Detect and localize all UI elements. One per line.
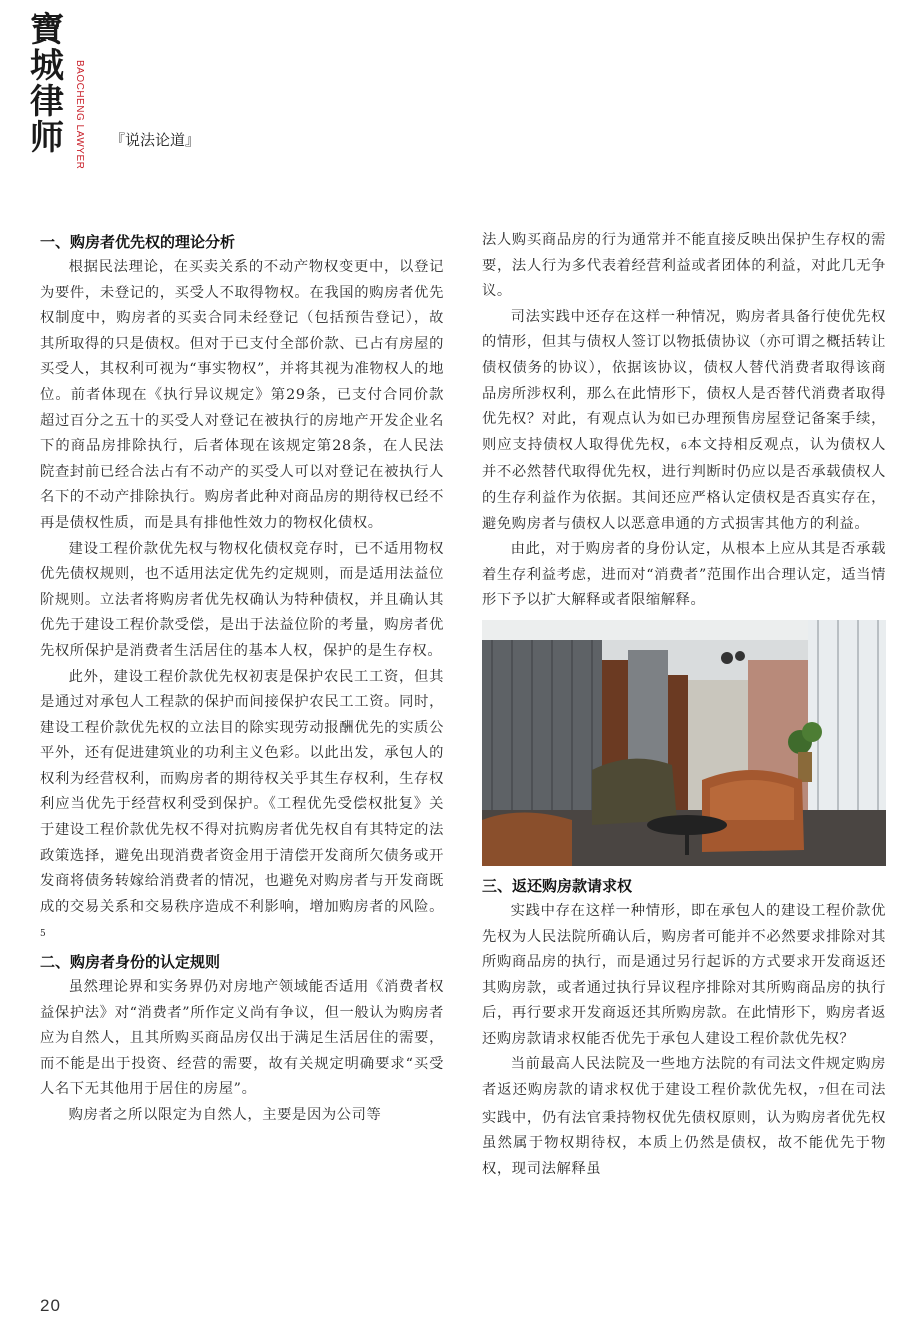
paragraph: 虽然理论界和实务界仍对房地产领域能否适用《消费者权益保护法》对“消费者”所作定义尚有争议，但一般认为购房者应为自然人，且其所购买商品房仅出于满足生活居住的需要，而不能是出于投资、经营的需要，故有关规定明确要求“买受人名下无其他用于居住的房屋”。 — [40, 979, 444, 1098]
heading-section-2: 二、购房者身份的认定规则 — [40, 953, 221, 972]
office-lounge-photo — [482, 620, 886, 866]
left-column — [40, 230, 444, 1129]
paragraph: 根据民法理论，在买卖关系的不动产物权变更中，以登记为要件，未登记的，买受人不取得物权。在我国的购房者优先权制度中，购房者的买卖合同未经登记（包括预告登记），故其所取得的只是债权。但对于已支付全部价款、已占有房屋的买受人，其权利可视为“事实物权”，并将其视为准物权人的地位。前者体现在《执行异议规定》第29条，已支付合同价款超过百分之五十的买受人对登记在被执行的房地产开发企业名下的商品房排除执行，后者体现在该规定第28条，在人民法院查封前已经合法占有不动产的买受人可以对登记在被执行人名下的不动产排除执行。购房者此种对商品房的期待权已经不再是债权性质，而是具有排他性效力的物权化债权。 — [40, 259, 444, 531]
paragraph: 当前最高人民法院及一些地方法院的有司法文件规定购房者返还购房款的请求权优于建设工程价款优先权，7但在司法实践中，仍有法官秉持物权优先债权原则，认为购房者优先权虽然属于物权期待权，本质上仍然是债权，故不能优先于物权，现司法解释虽 — [482, 1056, 886, 1177]
paragraph: 法人购买商品房的行为通常并不能直接反映出保护生存权的需要，法人行为多代表着经营利益或者团体的利益，对此几无争议。 — [482, 232, 886, 300]
paragraph: 实践中存在这样一种情形，即在承包人的建设工程价款优先权为人民法院所确认后，购房者可能并不必然要求排除对其所购商品房的执行，而是通过另行起诉的方式要求开发商返还其购房款，或者通过执行异议程序排除对其所购商品房的执行后，再行要求开发商返还其所购房款。在此情形下，购房者返还购房款请求权能否优先于承包人建设工程价款优先权？ — [482, 902, 886, 1047]
footnote-mark: 5 — [40, 929, 47, 940]
photo-illustration — [482, 620, 886, 866]
paragraph: 由此，对于购房者的身份认定，从根本上应从其是否承载着生存利益考虑，进而对“消费者”范围作出合理认定，适当情形下予以扩大解释或者限缩解释。 — [482, 541, 886, 609]
heading-section-1: 一、购房者优先权的理论分析 — [40, 233, 236, 251]
paragraph: 购房者之所以限定为自然人，主要是因为公司等 — [68, 1107, 382, 1123]
paragraph: 此外，建设工程价款优先权初衷是保护农民工工资，但其是通过对承包人工程款的保护而间接保护农民工工资。同时，建设工程价款优先权的立法目的除实现劳动报酬优先的实质公平外，还有促进建筑业的功利主义色彩。以此出发，承包人的权利为经营权利，而购房者的期待权关乎其生存权利，生存权利应当优先于经营权利受到保护。《工程优先受偿权批复》关于建设工程价款优先权不得对抗购房者优先权自有其特定的法政策选择，避免出现消费者资金用于清偿开发商所欠债务或开发商将债务转嫁给消费者的情况，也避免对购房者与开发商既成的交易关系和交易秩序造成不利影响，增加购房者的风险。5 — [40, 668, 444, 940]
heading-section-3: 三、返还购房款请求权 — [482, 876, 633, 895]
page-number: 20 — [40, 1296, 61, 1315]
footnote-mark: 7 — [818, 1087, 825, 1098]
brand-logo — [30, 12, 90, 172]
footnote-mark: 6 — [680, 441, 688, 452]
logo-characters: 寶 城 律 师 — [30, 10, 64, 158]
right-column — [482, 228, 886, 1182]
logo-english: BAOCHENG LAWYER — [74, 60, 85, 170]
paragraph: 建设工程价款优先权与物权化债权竞存时，已不适用物权优先债权规则，也不适用法定优先约定规则，而是适用法益位阶规则。立法者将购房者优先权确认为特种债权，并且确认其优先于建设工程价款受偿，是出于法益位阶的考量，购房者优先权所保护是消费者生活居住的基本人权，保护的是生存权。 — [40, 540, 444, 659]
paragraph: 司法实践中还存在这样一种情况，购房者具备行使优先权的情形，但其与债权人签订以物抵债协议（亦可谓之概括转让债权债务的协议），依据该协议，债权人替代消费者取得该商品房所涉权利，那么在此情形下，债权人是否替代消费者取得优先权？对此，有观点认为如已办理预售房屋登记备案手续，则应支持债权人取得优先权，6本文持相反观点，认为债权人并不必然替代取得优先权，进行判断时仍应以是否承载债权人的生存利益作为依据。其间还应严格认定债权是否真实存在，避免购房者与债权人以恶意串通的方式损害其他方的利益。 — [482, 308, 886, 532]
column-tag: 『说法论道』 — [110, 131, 201, 149]
